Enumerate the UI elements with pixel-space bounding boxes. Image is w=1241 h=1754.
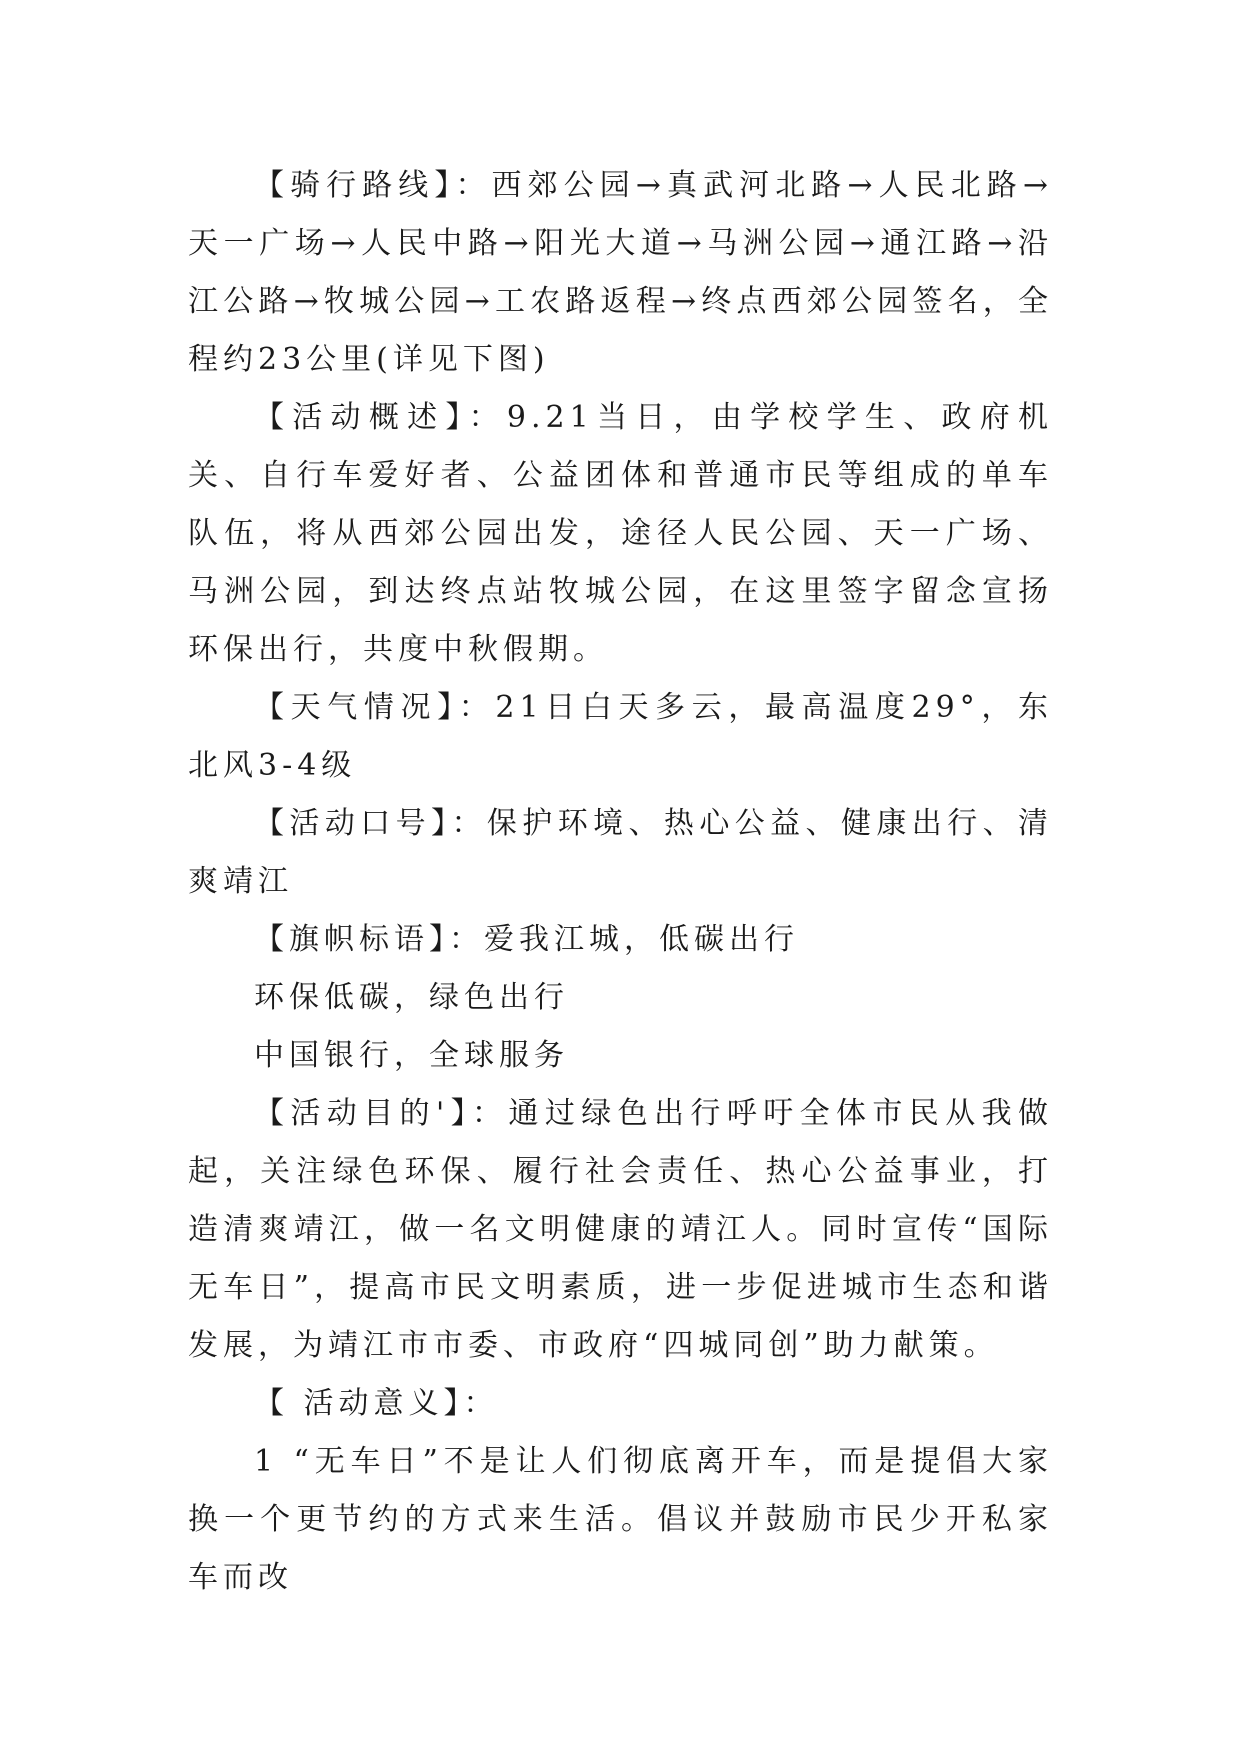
overview-label: 【活动概述】: [254, 400, 469, 435]
weather-label: 【天气情况】: [254, 690, 459, 725]
route-text: ：西郊公园→真武河北路→人民北路→天一广场→人民中路→阳光大道→马洲公园→通江路→沿江公路→牧城公园→工农路返程→终点西郊公园签名，全程约23公里(详见下图): [188, 168, 1053, 377]
slogan-text: ：保护环境、热心公益、健康出行、清爽靖江: [188, 806, 1054, 899]
purpose-text: ：通过绿色出行呼吁全体市民从我做起，关注绿色环保、履行社会责任、热心公益事业，打造清爽靖江，做一名文明健康的靖江人。同时宣传“国际无车日”，提高市民文明素质，进一步促进城市生态和谐发展，为靖江市市委、市政府“四城同创”助力献策。: [188, 1096, 1053, 1363]
weather-text: ：21日白天多云，最高温度29°，东北风3-4级: [188, 690, 1053, 783]
document-page: [188, 157, 1053, 1607]
purpose-paragraph: [188, 1085, 1053, 1375]
purpose-label: 【活动目的'】: [254, 1096, 473, 1131]
banner-line-2: 中国银行，全球服务: [254, 1038, 569, 1073]
significance-item-1: 1 “无车日”不是让人们彻底离开车，而是提倡大家换一个更节约的方式来生活。倡议并鼓励市民少开私家车而改: [188, 1444, 1053, 1595]
significance-heading: [188, 1375, 1053, 1433]
weather-paragraph: [188, 679, 1053, 795]
significance-colon: ：: [463, 1386, 499, 1421]
banner-paragraph: [188, 911, 1053, 969]
banner-text: ：爱我江城，低碳出行: [449, 922, 799, 957]
slogan-paragraph: [188, 795, 1053, 911]
slogan-label: 【活动口号】: [254, 806, 452, 841]
significance-label: 【 活动意义】: [254, 1386, 464, 1421]
route-paragraph: [188, 157, 1053, 389]
overview-paragraph: [188, 389, 1053, 679]
overview-text: ：9.21当日，由学校学生、政府机关、自行车爱好者、公益团体和普通市民等组成的单车队伍，将从西郊公园出发，途径人民公园、天一广场、马洲公园，到达终点站牧城公园，在这里签字留念宣扬环保出行，共度中秋假期。: [188, 400, 1054, 667]
banner-line-1: 环保低碳，绿色出行: [254, 980, 569, 1015]
route-label: 【骑行路线】: [254, 168, 456, 203]
banner-label: 【旗帜标语】: [254, 922, 449, 957]
